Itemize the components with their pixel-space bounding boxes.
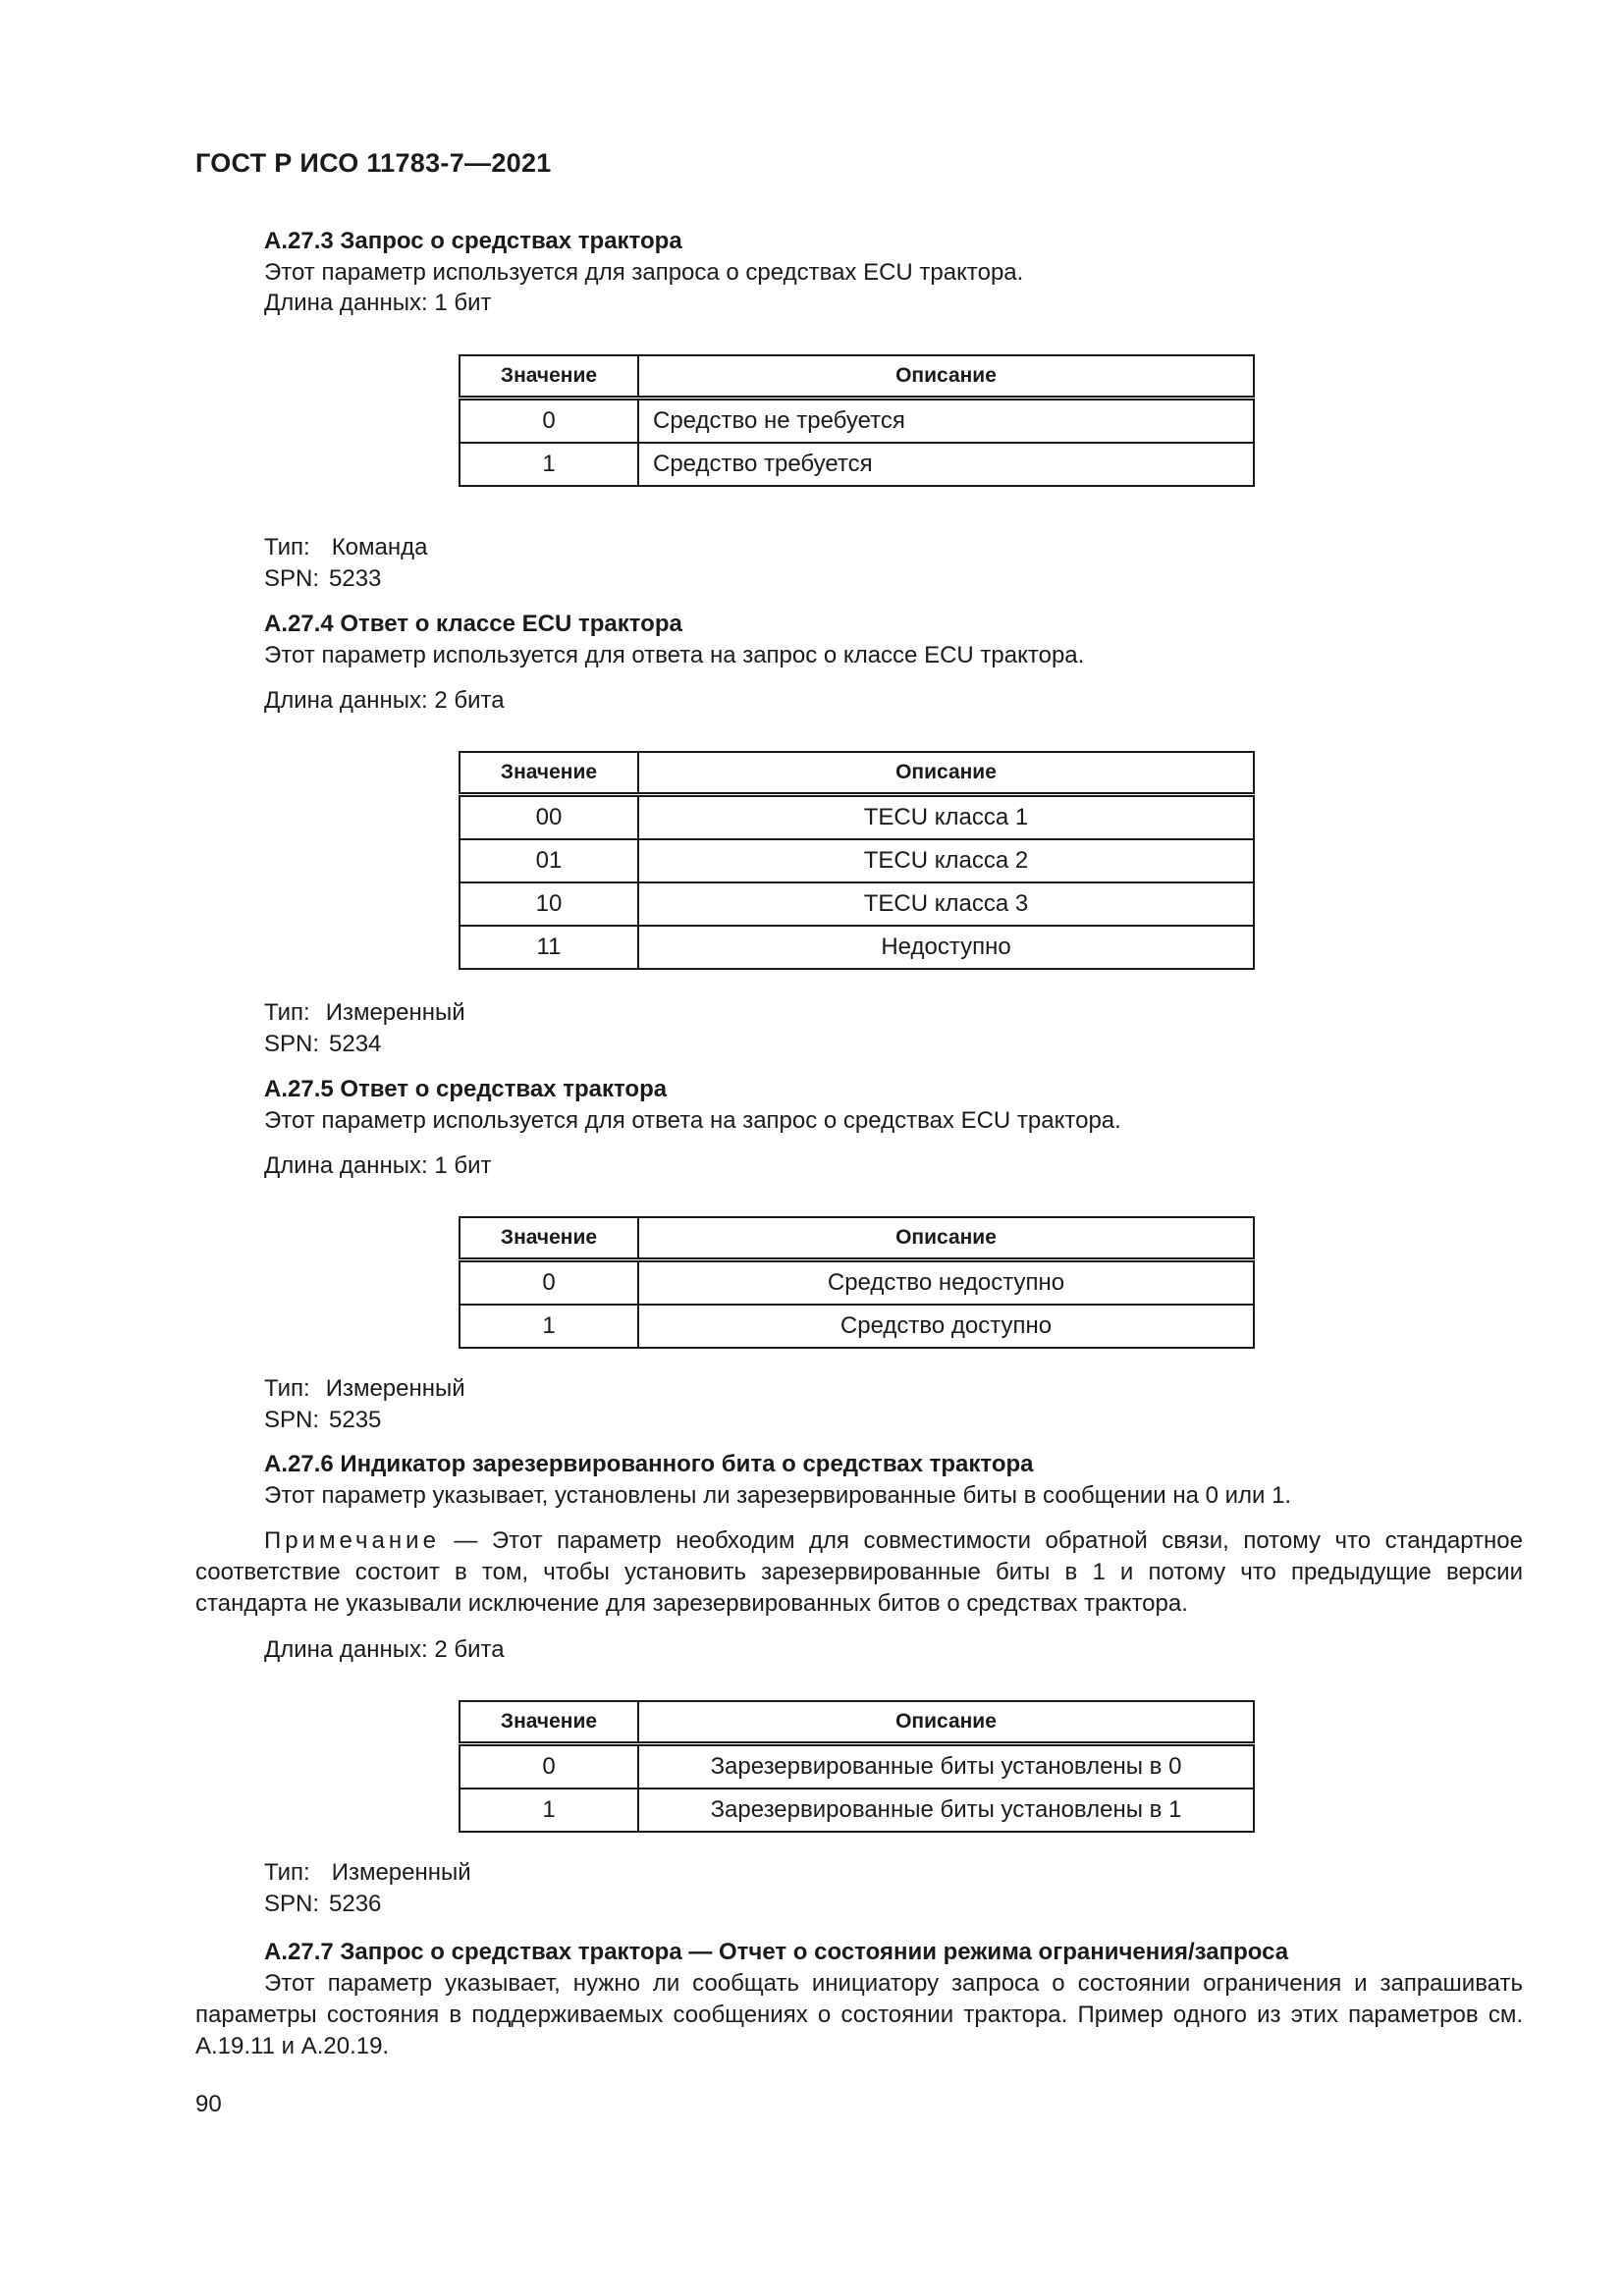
data-length: Длина данных: 2 бита [264, 687, 505, 714]
section-title-a27-5: А.27.5 Ответ о средствах трактора [264, 1076, 668, 1102]
column-header-description: Описание [638, 1701, 1254, 1744]
cell-description: Средство требуется [638, 443, 1254, 486]
page-number: 90 [195, 2091, 222, 2117]
type-line [264, 534, 427, 561]
type-line [264, 1859, 471, 1887]
column-header-value: Значение [460, 1217, 638, 1260]
type-label: Тип: [264, 1375, 310, 1402]
section-text: Этот параметр используется для ответа на запрос о классе ECU трактора. [264, 642, 1085, 668]
cell-value: 0 [460, 399, 638, 444]
cell-description: Зарезервированные биты установлены в 1 [638, 1789, 1254, 1832]
table-row [460, 839, 1254, 882]
note-label: Примечание [264, 1527, 440, 1554]
column-header-description: Описание [638, 355, 1254, 399]
section-title-a27-4: А.27.4 Ответ о классе ECU трактора [264, 611, 682, 637]
type-label: Тип: [264, 1859, 310, 1886]
table-row [460, 1260, 1254, 1306]
values-table-a27-5 [459, 1216, 1255, 1349]
cell-description: Средство недоступно [638, 1260, 1254, 1306]
data-length: Длина данных: 2 бита [264, 1636, 505, 1663]
note-paragraph [195, 1525, 1523, 1620]
cell-description: Недоступно [638, 926, 1254, 969]
table-row [460, 443, 1254, 486]
data-length: Длина данных: 1 бит [264, 1152, 492, 1179]
type-value: Команда [331, 534, 428, 561]
type-label: Тип: [264, 999, 310, 1026]
values-table-a27-4 [459, 751, 1255, 970]
section-title-a27-3: А.27.3 Запрос о средствах трактора [264, 228, 682, 254]
column-header-value: Значение [460, 355, 638, 399]
spn-label: SPN: [264, 1031, 320, 1057]
table-row [460, 399, 1254, 444]
column-header-description: Описание [638, 1217, 1254, 1260]
spn-value: 5236 [329, 1891, 382, 1917]
values-table-a27-6 [459, 1700, 1255, 1833]
type-value: Измеренный [325, 1375, 465, 1402]
section-text: Этот параметр указывает, установлены ли зарезервированные биты в сообщении на 0 или 1. [264, 1482, 1292, 1509]
data-length: Длина данных: 1 бит [264, 290, 492, 316]
cell-value: 10 [460, 882, 638, 926]
spn-value: 5233 [329, 565, 382, 592]
spn-value: 5235 [329, 1407, 382, 1433]
section-text: Этот параметр используется для запроса о средствах ECU трактора. [264, 259, 1024, 286]
type-value: Измеренный [325, 999, 465, 1026]
table-row [460, 1744, 1254, 1789]
table-row [460, 882, 1254, 926]
spn-line [264, 565, 381, 593]
spn-line [264, 1891, 381, 1918]
cell-value: 11 [460, 926, 638, 969]
cell-value: 01 [460, 839, 638, 882]
spn-label: SPN: [264, 1407, 320, 1433]
cell-value: 1 [460, 1305, 638, 1348]
column-header-value: Значение [460, 1701, 638, 1744]
cell-description: Средство доступно [638, 1305, 1254, 1348]
table-row [460, 795, 1254, 840]
cell-description: Средство не требуется [638, 399, 1254, 444]
cell-description: TECU класса 2 [638, 839, 1254, 882]
table-row [460, 926, 1254, 969]
column-header-description: Описание [638, 752, 1254, 795]
cell-value: 1 [460, 1789, 638, 1832]
spn-line [264, 1031, 381, 1058]
cell-value: 1 [460, 443, 638, 486]
spn-label: SPN: [264, 1891, 320, 1917]
section-title-a27-6: А.27.6 Индикатор зарезервированного бита о средствах трактора [264, 1451, 1034, 1477]
document-header: ГОСТ Р ИСО 11783-7—2021 [195, 148, 552, 178]
spn-label: SPN: [264, 565, 320, 592]
type-value: Измеренный [331, 1859, 471, 1886]
cell-description: Зарезервированные биты установлены в 0 [638, 1744, 1254, 1789]
type-label: Тип: [264, 534, 310, 561]
section-text: Этот параметр используется для ответа на запрос о средствах ECU трактора. [264, 1107, 1121, 1134]
spn-value: 5234 [329, 1031, 382, 1057]
section-title-a27-7: А.27.7 Запрос о средствах трактора — Отчет о состоянии режима ограничения/запроса [264, 1939, 1289, 1965]
section-paragraph: Этот параметр указывает, нужно ли сообщать инициатору запроса о состоянии ограничения и запрашивать параметры состояния в поддерживаемых сообщениях о состоянии трактора. Пример одного из этих параметров см. А.19.11 и А.20.19. [195, 1970, 1523, 2059]
note-text: — Этот параметр необходим для совместимости обратной связи, потому что стандартное соответствие состоит в том, чтобы установить зарезервированные биты в 1 и потому что предыдущие версии стандарта не указывали исключение для зарезервированных битов о средствах трактора. [195, 1527, 1523, 1617]
column-header-value: Значение [460, 752, 638, 795]
spn-line [264, 1407, 381, 1434]
cell-value: 00 [460, 795, 638, 840]
type-line [264, 1375, 465, 1403]
cell-value: 0 [460, 1260, 638, 1306]
cell-value: 0 [460, 1744, 638, 1789]
cell-description: TECU класса 1 [638, 795, 1254, 840]
table-row [460, 1789, 1254, 1832]
type-line [264, 999, 465, 1027]
table-row [460, 1305, 1254, 1348]
cell-description: TECU класса 3 [638, 882, 1254, 926]
values-table-a27-3 [459, 354, 1255, 487]
